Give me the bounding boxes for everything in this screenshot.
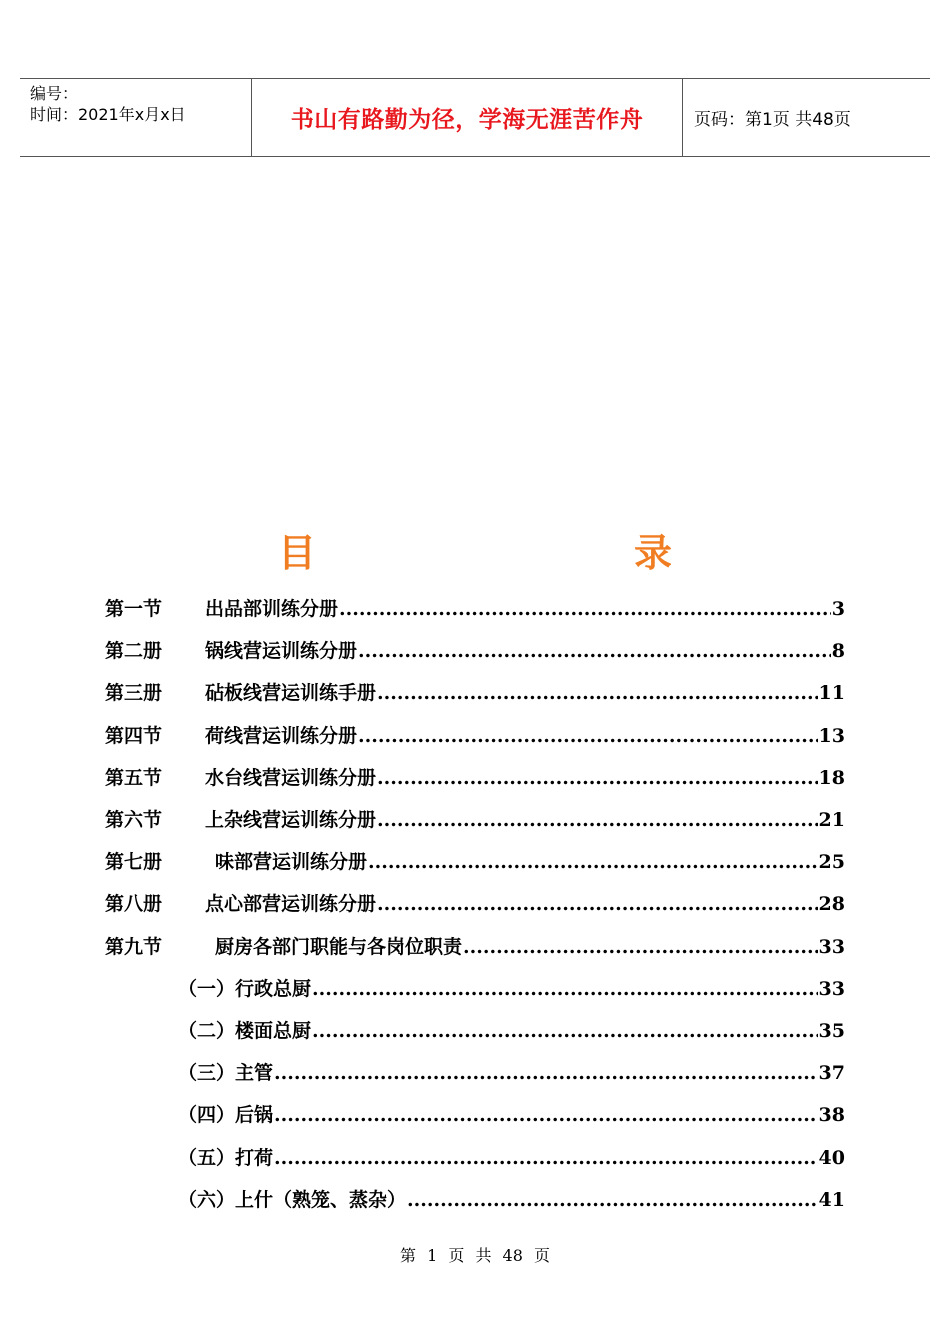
toc-entry-page: 33 [818, 977, 845, 1000]
toc-entry-title: 荷线营运训练分册 [205, 724, 358, 747]
toc-entry[interactable] [178, 1058, 845, 1088]
toc-entry-page: 18 [818, 766, 845, 789]
toc-entry-label: 第七册 [105, 851, 163, 874]
toc-entry[interactable] [105, 594, 845, 624]
toc-entry-page: 40 [818, 1146, 845, 1169]
header-page-cell [683, 79, 930, 156]
header-meta [20, 79, 252, 156]
toc-entry[interactable] [105, 889, 845, 919]
toc-entry-title: 锅线营运训练分册 [205, 640, 358, 663]
toc-entry-label: 第四节 [105, 724, 163, 747]
toc-entry-page: 38 [818, 1104, 845, 1127]
toc-entry[interactable] [178, 1016, 845, 1046]
toc-entry-label: 第六节 [105, 809, 163, 831]
header-motto: 书山有路勤为径，学海无涯苦作舟 [290, 107, 644, 133]
toc-entry-title: （二）楼面总厨 [178, 1020, 312, 1042]
toc-entry[interactable] [178, 974, 845, 1004]
header-motto-cell [252, 79, 683, 156]
toc-entry-leader [377, 678, 818, 708]
toc-entry-label: 第五节 [105, 766, 163, 789]
document-time-label: 时间：2021年x月x日 [30, 105, 186, 124]
toc-entry[interactable] [105, 847, 845, 877]
toc-entry[interactable] [105, 763, 845, 793]
toc-entry-leader [274, 1100, 818, 1130]
toc-entry-leader [407, 1185, 818, 1215]
page-header [20, 78, 930, 157]
toc-entry-page: 41 [818, 1188, 845, 1211]
document-number-label: 编号： [30, 84, 79, 103]
toc-entry-leader [368, 847, 818, 877]
toc-entry-title: （一）行政总厨 [178, 977, 312, 1000]
toc-entry-leader [274, 1143, 818, 1173]
toc-entry-title: 点心部营运训练分册 [205, 893, 377, 916]
toc-entry-page: 35 [818, 1020, 845, 1042]
toc-entry-label: 第二册 [105, 640, 163, 663]
toc-entry[interactable] [178, 1100, 845, 1130]
toc-entry[interactable] [178, 1143, 845, 1173]
toc-entry-page: 3 [831, 598, 845, 620]
toc-entry-title: （三）主管 [178, 1062, 274, 1085]
header-page-info: 页码：第1页 共48页 [694, 110, 851, 130]
toc-entry-title: 水台线营运训练分册 [205, 766, 377, 789]
toc-entry-leader [312, 974, 818, 1004]
toc-entry-leader [463, 932, 818, 962]
toc-entry-leader [358, 636, 831, 666]
toc-entry-label: 第九节 [105, 935, 163, 958]
toc-entry-leader [312, 1016, 818, 1046]
toc-entry[interactable] [105, 932, 845, 962]
toc-entry-title: 砧板线营运训练手册 [205, 682, 377, 705]
toc-entry[interactable] [105, 721, 845, 751]
toc-entry-page: 28 [818, 893, 845, 916]
toc-entry-page: 37 [818, 1062, 845, 1085]
toc-entry-title: 上杂线营运训练分册 [205, 809, 377, 831]
toc-entry-leader [377, 889, 818, 919]
toc-entry-page: 11 [818, 682, 845, 705]
toc-entry-leader [358, 721, 818, 751]
toc-entry-page: 8 [831, 640, 845, 663]
toc-entry-title: （四）后锅 [178, 1104, 274, 1127]
toc-entry-title: （六）上什（熟笼、蒸杂） [178, 1188, 407, 1211]
toc-entry-title: （五）打荷 [178, 1146, 274, 1169]
toc-entry-title: 味部营运训练分册 [215, 851, 368, 874]
toc-entry[interactable] [178, 1185, 845, 1215]
toc-entry-label: 第一节 [105, 598, 163, 620]
toc-entry[interactable] [105, 805, 845, 835]
toc-entry-title: 出品部训练分册 [205, 598, 339, 620]
toc-entry-leader [377, 805, 818, 835]
toc-entry-label: 第三册 [105, 682, 163, 705]
toc-entry-page: 33 [818, 935, 845, 958]
toc-entry[interactable] [105, 678, 845, 708]
page-footer: 第 1 页 共 48 页 [400, 1246, 550, 1265]
toc-entry-label: 第八册 [105, 893, 163, 916]
toc-entry-leader [377, 763, 818, 793]
toc-entry-leader [339, 594, 831, 624]
toc-entry-leader [274, 1058, 818, 1088]
toc-title: 目 录 [277, 531, 812, 575]
toc-entry-title: 厨房各部门职能与各岗位职责 [215, 935, 463, 958]
toc-entry-page: 13 [818, 724, 845, 747]
toc-entry-page: 25 [818, 851, 845, 874]
toc-entry-page: 21 [818, 809, 845, 831]
toc-entry[interactable] [105, 636, 845, 666]
